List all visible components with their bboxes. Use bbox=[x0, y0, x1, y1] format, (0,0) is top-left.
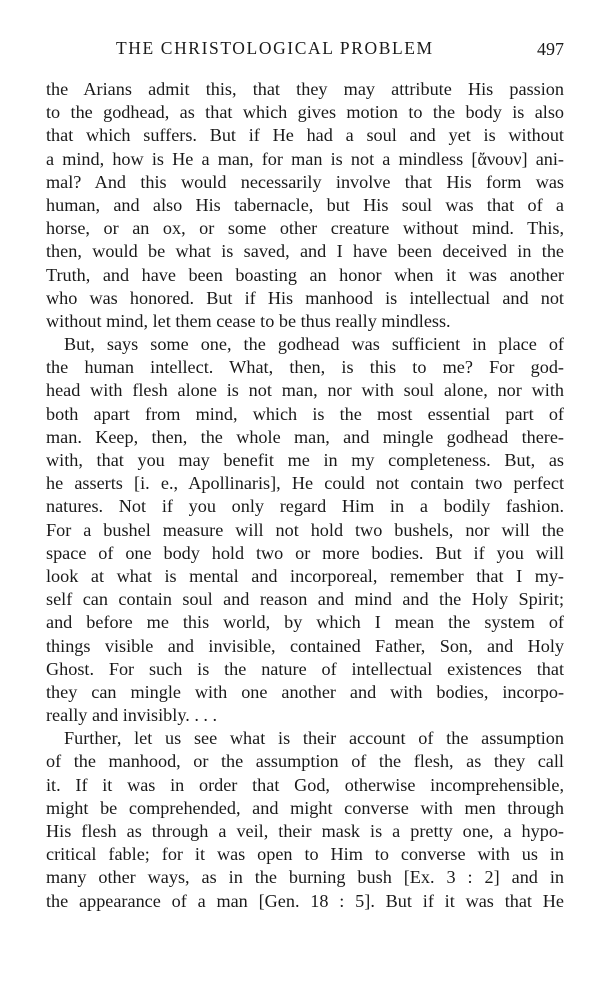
text-line: look at what is mental and incorporeal, remember that I my- bbox=[46, 565, 564, 586]
text-line: he asserts [i. e., Apollinaris], He could not contain two perfect bbox=[46, 473, 564, 494]
text-line: mal? And this would necessarily involve that His form was bbox=[46, 171, 564, 192]
paragraph bbox=[46, 727, 564, 913]
text-line: Truth, and have been boasting an honor when it was another bbox=[46, 264, 564, 285]
text-line: both apart from mind, which is the most essential part of bbox=[46, 403, 564, 424]
text-line: to the godhead, as that which gives motion to the body is also bbox=[46, 102, 564, 123]
text-line: things visible and invisible, contained Father, Son, and Holy bbox=[46, 635, 564, 656]
text-line: that which suffers. But if He had a soul and yet is without bbox=[46, 125, 564, 146]
text-line: His flesh as through a veil, their mask is a pretty one, a hypo- bbox=[46, 821, 564, 841]
page-header bbox=[46, 38, 564, 64]
text-line: a mind, how is He a man, for man is not a mindless [ἄνουν] ani- bbox=[46, 148, 564, 169]
text-line: For a bushel measure will not hold two bushels, nor will the bbox=[46, 519, 564, 540]
text-line: the human intellect. What, then, is this to me? For god- bbox=[46, 357, 564, 378]
text-line: critical fable; for it was open to Him to converse with us in bbox=[46, 844, 564, 865]
text-line: the Arians admit this, that they may attribute His passion bbox=[46, 79, 564, 99]
text-line: natures. Not if you only regard Him in a bodily fashion. bbox=[46, 496, 564, 517]
text-line: Ghost. For such is the nature of intellectual existences that bbox=[46, 658, 564, 679]
text-line: it. If it was in order that God, otherwise incomprehensible, bbox=[46, 774, 564, 795]
text-line: who was honored. But if His manhood is intellectual and not bbox=[46, 287, 564, 308]
text-line: human, and also His tabernacle, but His soul was that of a bbox=[46, 194, 564, 215]
text-line: Further, let us see what is their account of the assumption bbox=[64, 728, 564, 749]
paragraph bbox=[46, 78, 564, 333]
text-line: they can mingle with one another and with bodies, incorpo- bbox=[46, 681, 564, 702]
text-line: man. Keep, then, the whole man, and mingle godhead there- bbox=[46, 426, 564, 447]
text-line: really and invisibly. . . . bbox=[46, 705, 218, 726]
text-line: might be comprehended, and might converse with men through bbox=[46, 797, 564, 818]
text-line: But, says some one, the godhead was sufficient in place of bbox=[64, 334, 564, 355]
body-text bbox=[46, 78, 564, 913]
text-line: then, would be what is saved, and I have been deceived in the bbox=[46, 241, 564, 262]
text-line: and before me this world, by which I mean the system of bbox=[46, 612, 564, 633]
text-line: self can contain soul and reason and mind and the Holy Spirit; bbox=[46, 589, 564, 610]
text-line: many other ways, as in the burning bush [Ex. 3 : 2] and in bbox=[46, 867, 564, 888]
text-line: head with flesh alone is not man, nor with soul alone, nor with bbox=[46, 380, 564, 401]
text-line: horse, or an ox, or some other creature without mind. This, bbox=[46, 218, 564, 239]
text-line: without mind, let them cease to be thus really mindless. bbox=[46, 310, 451, 331]
text-line: of the manhood, or the assumption of the flesh, as they call bbox=[46, 751, 564, 772]
page-number: 497 bbox=[537, 39, 564, 59]
text-line: space of one body hold two or more bodies. But if you will bbox=[46, 542, 564, 563]
text-line: the appearance of a man [Gen. 18 : 5]. But if it was that He bbox=[46, 890, 564, 911]
text-line: with, that you may benefit me in my completeness. But, as bbox=[46, 450, 564, 470]
running-head: THE CHRISTOLOGICAL PROBLEM bbox=[116, 38, 434, 58]
paragraph bbox=[46, 333, 564, 727]
